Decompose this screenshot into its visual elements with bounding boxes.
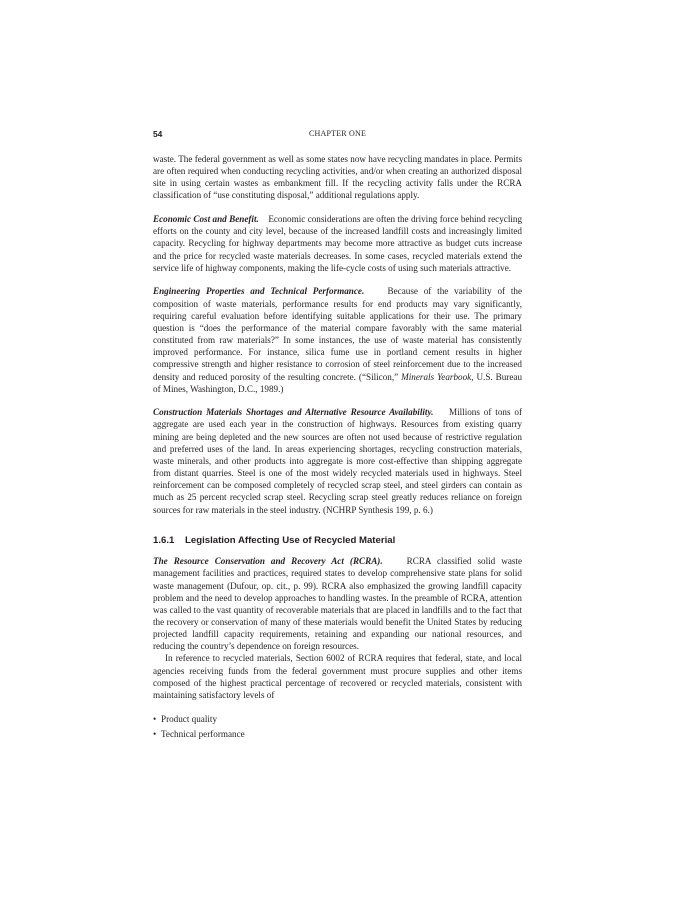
economic-text: Economic considerations are often the driving force behind recycling efforts on the county and city level, because of the increased landfill costs and increasingly limited capacity. Recycling for highway departments may become more attractive as budget cuts increase and the price for recycled waste materials decreases. In some cases, recycled materials extend the service life of highway components, making the life-cycle costs of using such materials attractive. [153,214,523,273]
engineering-heading: Engineering Properties and Technical Performance. [153,286,365,297]
engineering-text: Because of the variability of the composition of waste materials, performance results for end products may vary significantly, requiring careful evaluation before identifying suitable applications for their use. The primary question is “does the performance of the material compare favorably with the same material constituted from raw materials?” In some instances, the use of waste material has consistently improved performance. For instance, silica fume use in portland cement results in higher compressive strength and higher resistance to corrosion of steel reinforcement due to the increased density and reduced porosity of the resulting concrete. (“Silicon,” [153,286,523,382]
engineering-paragraph [153,285,522,394]
section-6002-paragraph: In reference to recycled materials, Section 6002 of RCRA requires that federal, state, and local agencies receiving funds from the federal government must procure supplies and other items composed of the highest practical percentage of recovered or recycled materials, consistent with maintaining satisfactory levels of [153,653,522,700]
page-number: 54 [153,129,163,139]
economic-heading: Economic Cost and Benefit. [153,214,259,225]
section-heading [153,535,522,547]
construction-heading: Construction Materials Shortages and Alternative Resource Availability. [153,407,434,418]
rcra-heading: The Resource Conservation and Recovery Act (RCRA). [153,556,383,567]
bullet-list [153,712,522,742]
bullet-item: • Technical performance [153,727,522,742]
citation-title: Minerals Yearbook, [401,371,474,382]
section-number: 1.6.1 [153,534,175,546]
body-text [153,153,522,742]
engineering-citation-tail: U.S. Bureau of Mines, Washington, D.C., 1989.) [153,371,523,394]
rcra-paragraph [153,555,522,652]
construction-text: Millions of tons of aggregate are used each year in the construction of highways. Resources from existing quarry mining are being depleted and the new sources are often not used because of restrictive regulation and preferred uses of the land. In areas experiencing shortages, recycling construction materials, waste minerals, and other products into aggregate is more cost-effective than shipping aggregate from distant quarries. Steel is one of the most widely recycled materials used in highways. Steel reinforcement can be composed completely of recycled scrap steel, and steel girders can contain as much as 25 percent recycled scrap steel. Recycling scrap steel greatly reduces reliance on foreign sources for raw materials in the steel industry. (NCHRP Synthesis 199, p. 6.) [153,407,522,515]
running-head: CHAPTER ONE [308,129,367,138]
continuation-paragraph: waste. The federal government as well as some states now have recycling mandates in place. Permits are often required when conducting recycling activities, and/or when creating an authorized disposal site in using certain wastes as embankment fill. If the recycling activity falls under the RCRA classification of “use constituting disposal,” additional regulations apply. [153,154,522,201]
economic-paragraph [153,213,522,274]
bullet-item: • Product quality [153,712,522,727]
section-title: Legislation Affecting Use of Recycled Material [185,534,396,546]
page-header [153,128,522,140]
rcra-text: RCRA classified solid waste management facilities and practices, required states to develop comprehensive state plans for solid waste management (Dufour, op. cit., p. 99). RCRA also emphasized the growing landfill capacity problem and the need to develop approaches to handling wastes. In the preamble of RCRA, attention was called to the vast quantity of recoverable materials that are placed in landfills and to the fact that the recovery or conservation of many of these materials would benefit the United States by reducing projected landfill capacity requirements, retaining and expanding our national resources, and reducing the country’s dependence on foreign resources. [153,556,523,652]
construction-paragraph [153,406,522,515]
